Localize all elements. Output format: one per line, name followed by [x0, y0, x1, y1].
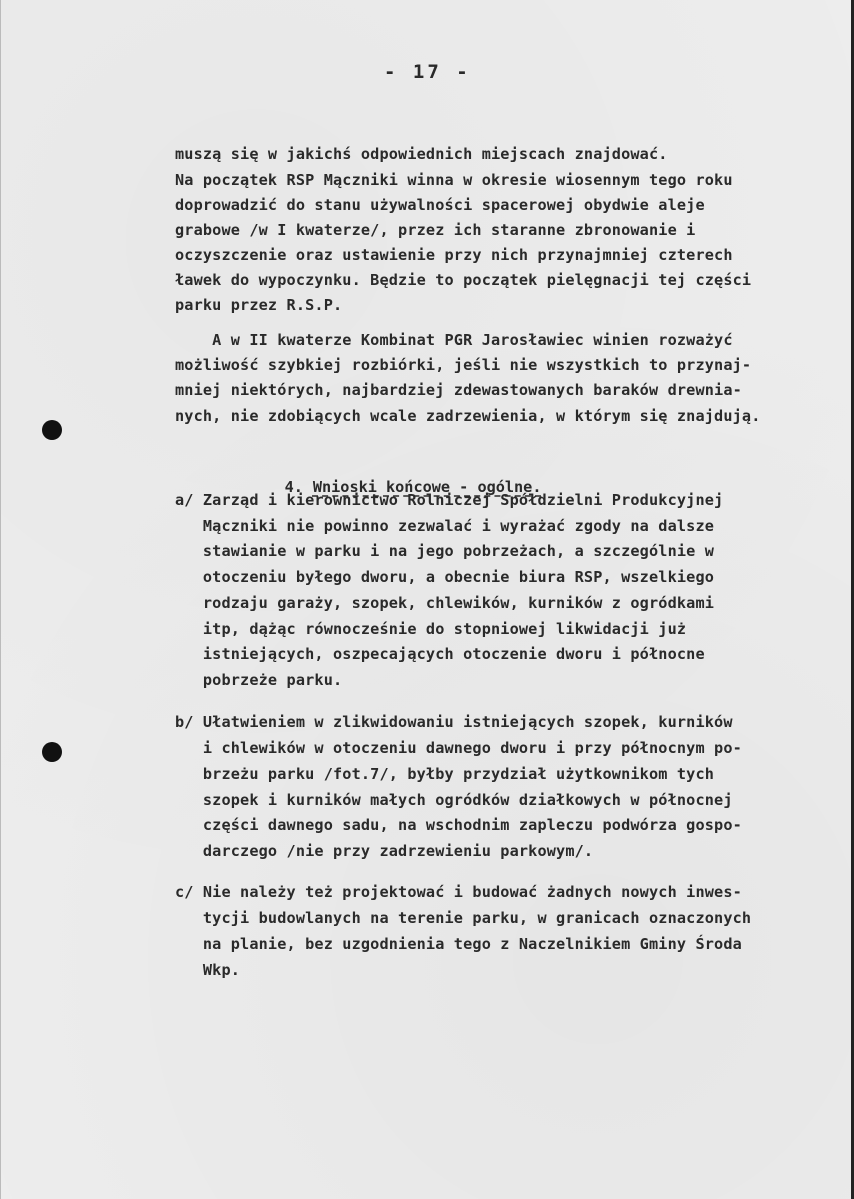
list-item-a-line: rodzaju garaży, szopek, chlewików, kurników z ogródkami — [175, 594, 715, 612]
list-item-c-line: c/ Nie należy też projektować i budować żadnych nowych inwes- — [175, 883, 742, 901]
list-item-a-line: stawianie w parku i na jego pobrzeżach, a szczególnie w — [175, 542, 715, 560]
paragraph-line: parku przez R.S.P. — [175, 296, 343, 314]
list-item-a-line: itp, dążąc równocześnie do stopniowej likwidacji już — [175, 620, 687, 638]
paragraph-line: ławek do wypoczynku. Będzie to początek pielęgnacji tej części — [175, 271, 752, 289]
section-title: Wnioski końcowe - ogólne. — [312, 478, 542, 496]
paragraph-line: oczyszczenie oraz ustawienie przy nich przynajmniej czterech — [175, 246, 733, 264]
page-edge-left — [0, 0, 1, 1199]
page-number: - 17 - — [384, 61, 471, 83]
section-number: 4. — [284, 478, 303, 496]
list-item-a-line: a/ Zarząd i kierownictwo Rolniczej Spółdzielni Produkcyjnej — [175, 491, 724, 509]
list-item-c-line: Wkp. — [175, 961, 241, 979]
list-item-b-line: i chlewików w otoczeniu dawnego dworu i przy północnym po- — [175, 739, 742, 757]
paragraph-line: muszą się w jakichś odpowiednich miejscach znajdować. — [175, 145, 668, 163]
punch-hole-top — [42, 420, 62, 440]
paragraph-line: A w II kwaterze Kombinat PGR Jarosławiec winien rozważyć — [175, 331, 733, 349]
paragraph-line: mniej niektórych, najbardziej zdewastowanych baraków drewnia- — [175, 381, 742, 399]
paragraph-line: możliwość szybkiej rozbiórki, jeśli nie wszystkich to przynaj- — [175, 356, 752, 374]
list-item-a-line: istniejących, oszpecających otoczenie dworu i północne — [175, 645, 705, 663]
punch-hole-bottom — [42, 742, 62, 762]
list-item-b-line: b/ Ułatwieniem w zlikwidowaniu istniejących szopek, kurników — [175, 713, 733, 731]
list-item-b-line: części dawnego sadu, na wschodnim zapleczu podwórza gospo- — [175, 816, 742, 834]
list-item-c-line: tycji budowlanych na terenie parku, w granicach oznaczonych — [175, 909, 752, 927]
list-item-b-line: brzeżu parku /fot.7/, byłby przydział użytkownikom tych — [175, 765, 715, 783]
list-item-a-line: pobrzeże parku. — [175, 671, 343, 689]
paragraph-line: nych, nie zdobiących wcale zadrzewienia, w którym się znajdują. — [175, 407, 761, 425]
list-item-b-line: szopek i kurników małych ogródków działkowych w północnej — [175, 791, 733, 809]
paragraph-line: grabowe /w I kwaterze/, przez ich staranne zbronowanie i — [175, 221, 696, 239]
list-item-c-line: na planie, bez uzgodnienia tego z Naczelnikiem Gminy Środa — [175, 935, 742, 953]
paragraph-line: doprowadzić do stanu używalności spacerowej obydwie aleje — [175, 196, 705, 214]
paragraph-line: Na początek RSP Mączniki winna w okresie wiosennym tego roku — [175, 171, 733, 189]
list-item-b-line: darczego /nie przy zadrzewieniu parkowym/. — [175, 842, 594, 860]
list-item-a-line: Mączniki nie powinno zezwalać i wyrażać zgody na dalsze — [175, 517, 715, 535]
list-item-a-line: otoczeniu byłego dworu, a obecnie biura RSP, wszelkiego — [175, 568, 715, 586]
